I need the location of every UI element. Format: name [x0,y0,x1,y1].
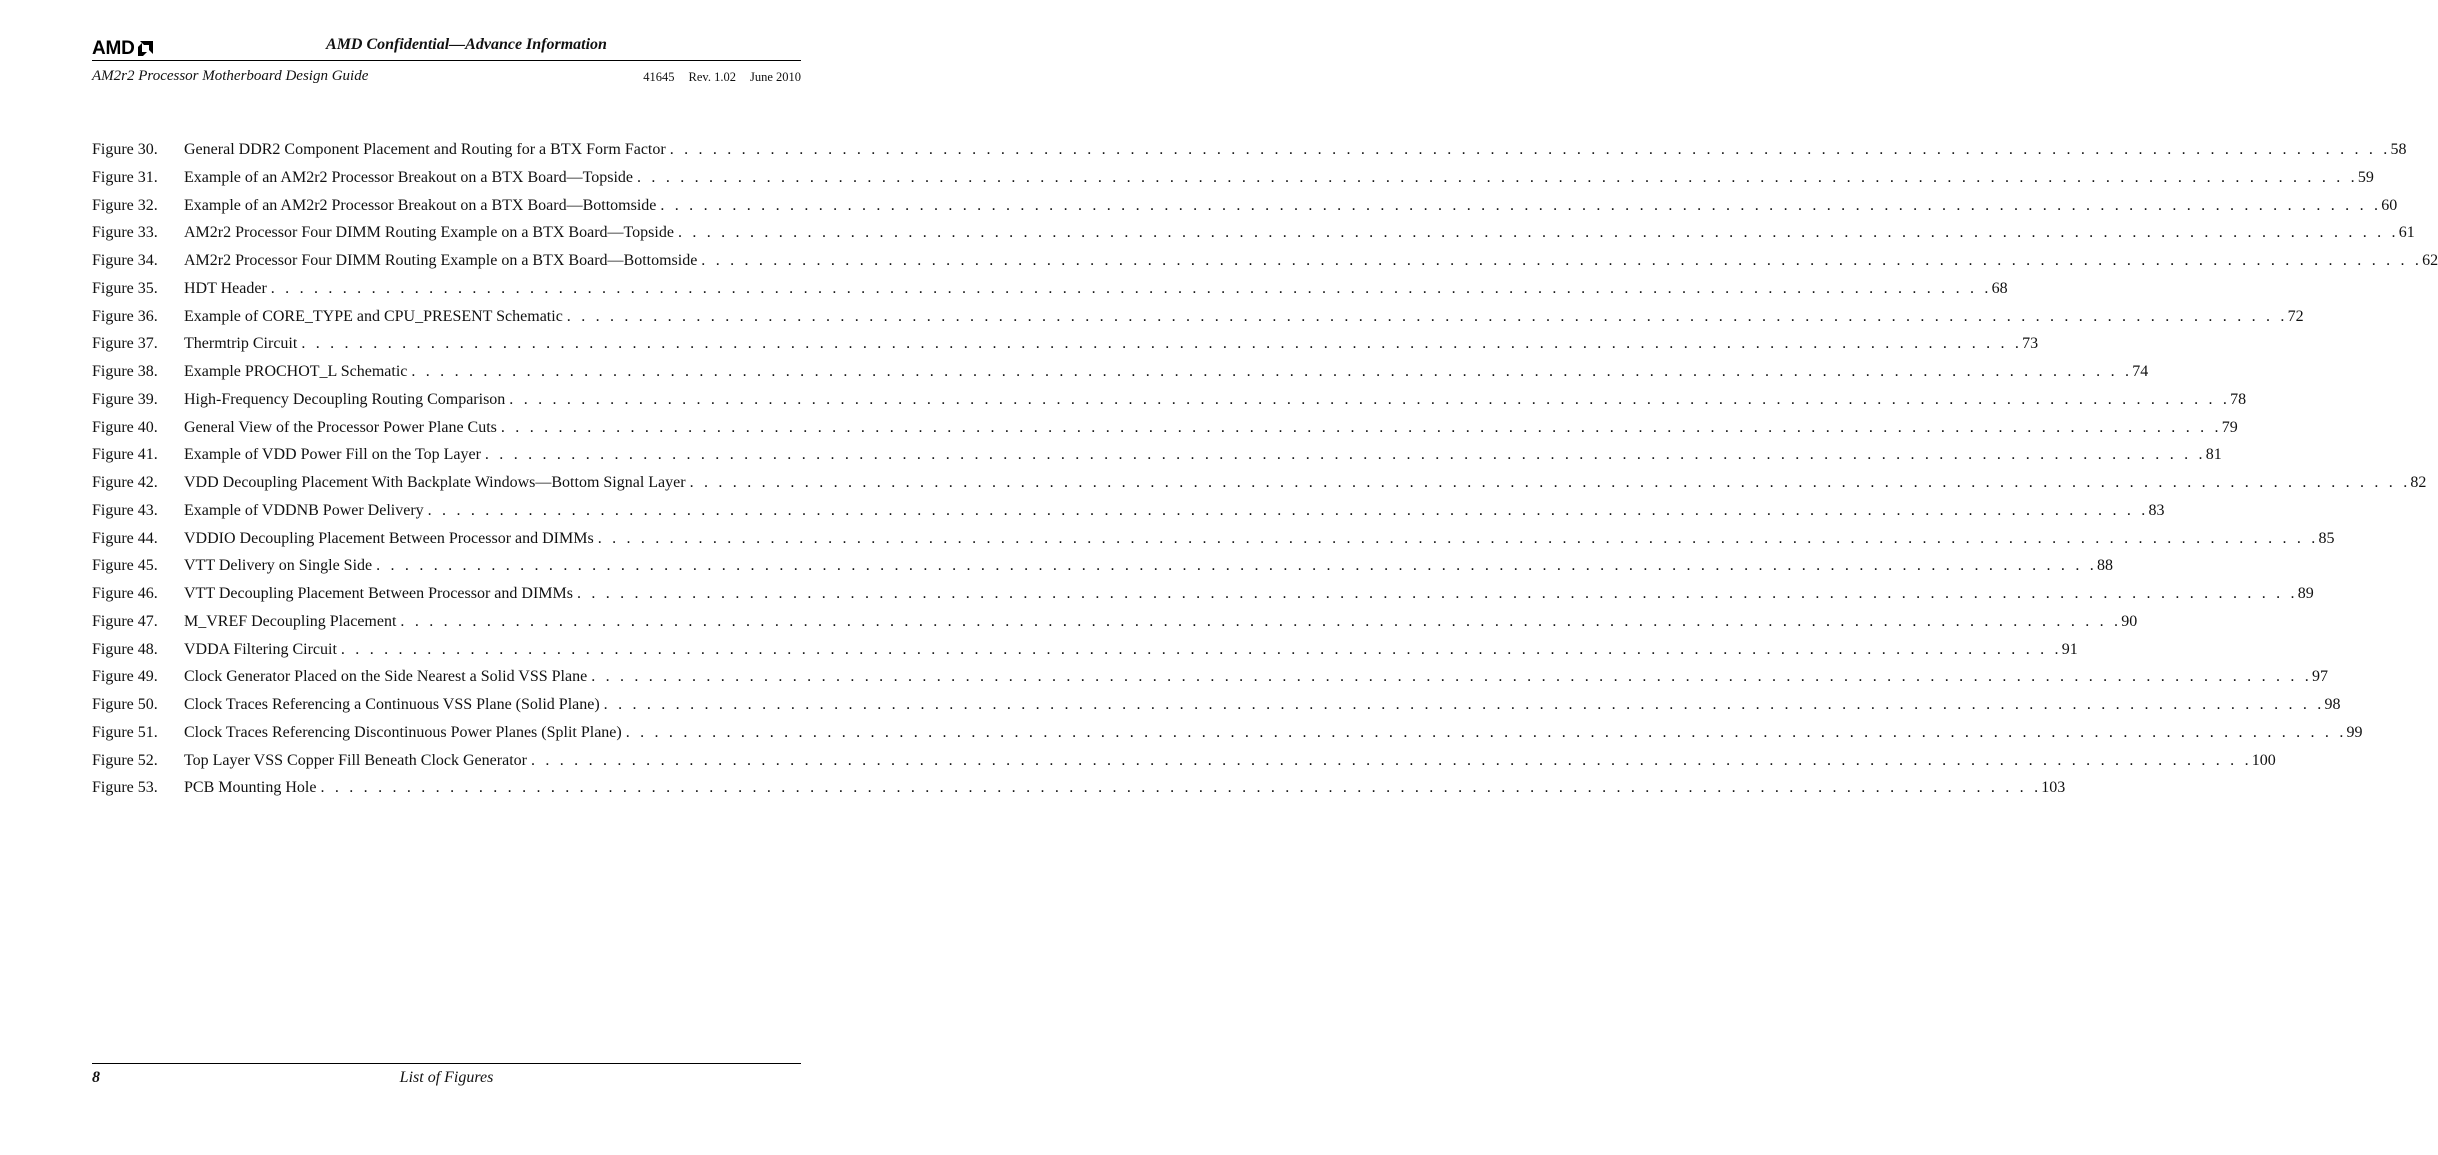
figure-entry[interactable] [92,196,2398,224]
list-of-figures [92,140,2438,806]
figure-entry[interactable] [92,334,2039,362]
dot-leader: . . . . . . . . . . . . . . . . . . . . . . . . . . . . . . . . . . . . . . . . . . . . . . . . . . . . . . . . . . . . . . . . . . . . . . . . . . . . . . . . . . . . . . . . . . . . . . . . . . . . . . . . . . . . . . . . . . . . . . . . [427,501,2149,519]
figure-entry[interactable] [92,473,2427,501]
figure-title: VDD Decoupling Placement With Backplate Windows—Bottom Signal Layer [184,474,686,491]
section-title: List of Figures [399,1069,494,1086]
figure-title: VTT Delivery on Single Side [184,557,373,575]
document-number: 41645 [643,70,675,84]
figure-entry[interactable] [92,223,2415,251]
figure-page-number: 79 [2221,418,2238,436]
figure-title: M_VREF Decoupling Placement [184,612,397,630]
confidential-notice: AMD Confidential—Advance Information [326,36,607,53]
figure-page-number: 99 [2346,723,2363,741]
figure-page-number: 74 [2132,363,2149,380]
figure-title: High-Frequency Decoupling Routing Comparison [184,390,506,408]
dot-leader: . . . . . . . . . . . . . . . . . . . . . . . . . . . . . . . . . . . . . . . . . . . . . . . . . . . . . . . . . . . . . . . . . . . . . . . . . . . . . . . . . . . . . . . . . . . . . . . . . . . . . . . . . . . . . . . . . . . . . . . . [669,141,2391,158]
figure-title: Example of VDD Power Fill on the Top Layer [184,446,481,464]
figure-entry[interactable] [92,279,2008,307]
figure-title: Clock Traces Referencing a Continuous VSS Plane (Solid Plane) [184,696,600,713]
figure-number: Figure 37. [92,335,158,353]
figure-entry[interactable] [92,445,2222,473]
figure-number: Figure 47. [92,612,158,630]
figure-number: Figure 42. [92,474,158,491]
figure-title: Example of an AM2r2 Processor Breakout on a BTX Board—Topside [184,168,634,186]
figure-number: Figure 35. [92,279,158,297]
figure-entry[interactable] [92,695,2341,723]
figure-page-number: 81 [2205,446,2222,464]
figure-title: PCB Mounting Hole [184,779,317,797]
figure-title: VTT Decoupling Placement Between Processor and DIMMs [184,585,573,602]
figure-title: General DDR2 Component Placement and Routing for a BTX Form Factor [184,141,666,158]
figure-number: Figure 39. [92,390,158,408]
figure-entry[interactable] [92,640,2078,668]
dot-leader: . . . . . . . . . . . . . . . . . . . . . . . . . . . . . . . . . . . . . . . . . . . . . . . . . . . . . . . . . . . . . . . . . . . . . . . . . . . . . . . . . . . . . . . . . . . . . . . . . . . . . . . . . . . . . . . . . . . . . . . . [500,418,2222,436]
dot-leader: . . . . . . . . . . . . . . . . . . . . . . . . . . . . . . . . . . . . . . . . . . . . . . . . . . . . . . . . . . . . . . . . . . . . . . . . . . . . . . . . . . . . . . . . . . . . . . . . . . . . . . . . . . . . . . . . . . . . . . . . [701,252,2423,269]
figure-page-number: 59 [2357,168,2374,186]
figure-title: Top Layer VSS Copper Fill Beneath Clock Generator [184,751,527,769]
figure-number: Figure 38. [92,363,158,380]
figure-number: Figure 32. [92,196,158,214]
figure-title: Example of an AM2r2 Processor Breakout on a BTX Board—Bottomside [184,196,657,214]
figure-page-number: 73 [2022,335,2039,353]
figure-title: VDDA Filtering Circuit [184,640,337,658]
document-revision: Rev. 1.02 [688,70,736,84]
dot-leader: . . . . . . . . . . . . . . . . . . . . . . . . . . . . . . . . . . . . . . . . . . . . . . . . . . . . . . . . . . . . . . . . . . . . . . . . . . . . . . . . . . . . . . . . . . . . . . . . . . . . . . . . . . . . . . . . . . . . . . . . [597,529,2319,547]
figure-number: Figure 49. [92,668,158,686]
figure-title: Example of VDDNB Power Delivery [184,501,424,519]
dot-leader: . . . . . . . . . . . . . . . . . . . . . . . . . . . . . . . . . . . . . . . . . . . . . . . . . . . . . . . . . . . . . . . . . . . . . . . . . . . . . . . . . . . . . . . . . . . . . . . . . . . . . . . . . . . . . . . . . . . . . . . . [376,557,2097,575]
figure-number: Figure 50. [92,696,158,713]
figure-title: Thermtrip Circuit [184,335,298,353]
dot-leader: . . . . . . . . . . . . . . . . . . . . . . . . . . . . . . . . . . . . . . . . . . . . . . . . . . . . . . . . . . . . . . . . . . . . . . . . . . . . . . . . . . . . . . . . . . . . . . . . . . . . . . . . . . . . . . . . . . . . . . . . [530,751,2252,769]
figure-entry[interactable] [92,723,2363,751]
dot-leader: . . . . . . . . . . . . . . . . . . . . . . . . . . . . . . . . . . . . . . . . . . . . . . . . . . . . . . . . . . . . . . . . . . . . . . . . . . . . . . . . . . . . . . . . . . . . . . . . . . . . . . . . . . . . . . . . . . . . . . . . [411,363,2133,380]
figure-title: VDDIO Decoupling Placement Between Processor and DIMMs [184,529,594,547]
figure-entry[interactable] [92,168,2374,196]
figure-number: Figure 31. [92,168,158,186]
figure-page-number: 88 [2096,557,2113,575]
figure-number: Figure 45. [92,557,158,575]
figure-entry[interactable] [92,390,2247,418]
footer-divider [92,1063,801,1064]
figure-page-number: 103 [2041,779,2066,797]
figure-title: Example PROCHOT_L Schematic [184,363,408,380]
dot-leader: . . . . . . . . . . . . . . . . . . . . . . . . . . . . . . . . . . . . . . . . . . . . . . . . . . . . . . . . . . . . . . . . . . . . . . . . . . . . . . . . . . . . . . . . . . . . . . . . . . . . . . . . . . . . . . . . . . . . . . . . [625,723,2347,741]
figure-number: Figure 46. [92,585,158,602]
figure-page-number: 60 [2381,196,2398,214]
figure-entry[interactable] [92,612,2138,640]
figure-number: Figure 30. [92,141,158,158]
dot-leader: . . . . . . . . . . . . . . . . . . . . . . . . . . . . . . . . . . . . . . . . . . . . . . . . . . . . . . . . . . . . . . . . . . . . . . . . . . . . . . . . . . . . . . . . . . . . . . . . . . . . . . . . . . . . . . . . . . . . . . . . [301,335,2023,353]
dot-leader: . . . . . . . . . . . . . . . . . . . . . . . . . . . . . . . . . . . . . . . . . . . . . . . . . . . . . . . . . . . . . . . . . . . . . . . . . . . . . . . . . . . . . . . . . . . . . . . . . . . . . . . . . . . . . . . . . . . . . . . . [576,585,2298,602]
figure-page-number: 91 [2061,640,2078,658]
document-date: June 2010 [749,70,801,84]
header-divider [92,60,801,61]
page-number: 8 [92,1069,100,1086]
figure-title: AM2r2 Processor Four DIMM Routing Example on a BTX Board—Bottomside [184,252,698,269]
figure-number: Figure 36. [92,307,158,325]
figure-title: Clock Generator Placed on the Side Nearest a Solid VSS Plane [184,668,588,686]
figure-number: Figure 44. [92,529,158,547]
figure-page-number: 82 [2410,474,2427,491]
figure-page-number: 78 [2230,390,2247,408]
figure-title: Example of CORE_TYPE and CPU_PRESENT Schematic [184,307,563,325]
figure-entry[interactable] [92,418,2238,446]
figure-number: Figure 48. [92,640,158,658]
figure-page-number: 61 [2398,224,2415,242]
figure-entry[interactable] [92,778,2066,806]
dot-leader: . . . . . . . . . . . . . . . . . . . . . . . . . . . . . . . . . . . . . . . . . . . . . . . . . . . . . . . . . . . . . . . . . . . . . . . . . . . . . . . . . . . . . . . . . . . . . . . . . . . . . . . . . . . . . . . . . . . . . . . . [677,224,2399,242]
figure-number: Figure 52. [92,751,158,769]
figure-entry[interactable] [92,556,2113,584]
figure-page-number: 62 [2422,252,2438,269]
dot-leader: . . . . . . . . . . . . . . . . . . . . . . . . . . . . . . . . . . . . . . . . . . . . . . . . . . . . . . . . . . . . . . . . . . . . . . . . . . . . . . . . . . . . . . . . . . . . . . . . . . . . . . . . . . . . . . . . . . . . . . . . [566,307,2288,325]
figure-page-number: 89 [2297,585,2314,602]
dot-leader: . . . . . . . . . . . . . . . . . . . . . . . . . . . . . . . . . . . . . . . . . . . . . . . . . . . . . . . . . . . . . . . . . . . . . . . . . . . . . . . . . . . . . . . . . . . . . . . . . . . . . . . . . . . . . . . . . . . . . . . . [400,612,2122,630]
figure-page-number: 83 [2148,501,2165,519]
figure-title: HDT Header [184,279,267,297]
figure-page-number: 72 [2287,307,2304,325]
figure-page-number: 97 [2312,668,2328,686]
dot-leader: . . . . . . . . . . . . . . . . . . . . . . . . . . . . . . . . . . . . . . . . . . . . . . . . . . . . . . . . . . . . . . . . . . . . . . . . . . . . . . . . . . . . . . . . . . . . . . . . . . . . . . . . . . . . . . . . . . . . . . . . [689,474,2411,491]
document-title: AM2r2 Processor Motherboard Design Guide [92,68,369,84]
dot-leader: . . . . . . . . . . . . . . . . . . . . . . . . . . . . . . . . . . . . . . . . . . . . . . . . . . . . . . . . . . . . . . . . . . . . . . . . . . . . . . . . . . . . . . . . . . . . . . . . . . . . . . . . . . . . . . . . . . . . . . . . [637,168,2358,186]
figure-page-number: 58 [2390,141,2407,158]
figure-entry[interactable] [92,529,2335,557]
figure-title: General View of the Processor Power Plane Cuts [184,418,497,436]
figure-entry[interactable] [92,667,2328,695]
figure-page-number: 68 [1991,279,2008,297]
figure-number: Figure 34. [92,252,158,269]
figure-page-number: 90 [2121,612,2138,630]
document-meta [643,70,801,85]
figure-entry[interactable] [92,362,2149,390]
dot-leader: . . . . . . . . . . . . . . . . . . . . . . . . . . . . . . . . . . . . . . . . . . . . . . . . . . . . . . . . . . . . . . . . . . . . . . . . . . . . . . . . . . . . . . . . . . . . . . . . . . . . . . . . . . . . . . . . . . . . . . . . [660,196,2382,214]
figure-entry[interactable] [92,251,2438,279]
dot-leader: . . . . . . . . . . . . . . . . . . . . . . . . . . . . . . . . . . . . . . . . . . . . . . . . . . . . . . . . . . . . . . . . . . . . . . . . . . . . . . . . . . . . . . . . . . . . . . . . . . . . . . . . . . . . . . . . . . . . . . . . [509,390,2231,408]
dot-leader: . . . . . . . . . . . . . . . . . . . . . . . . . . . . . . . . . . . . . . . . . . . . . . . . . . . . . . . . . . . . . . . . . . . . . . . . . . . . . . . . . . . . . . . . . . . . . . . . . . . . . . . . . . . . . . . . . . . . . . . . [603,696,2325,713]
figure-number: Figure 53. [92,779,158,797]
figure-entry[interactable] [92,307,2304,335]
figure-number: Figure 51. [92,723,158,741]
figure-title: AM2r2 Processor Four DIMM Routing Example on a BTX Board—Topside [184,224,674,242]
figure-page-number: 85 [2318,529,2335,547]
dot-leader: . . . . . . . . . . . . . . . . . . . . . . . . . . . . . . . . . . . . . . . . . . . . . . . . . . . . . . . . . . . . . . . . . . . . . . . . . . . . . . . . . . . . . . . . . . . . . . . . . . . . . . . . . . . . . . . . . . . . . . . . [340,640,2062,658]
figure-page-number: 100 [2251,751,2276,769]
dot-leader: . . . . . . . . . . . . . . . . . . . . . . . . . . . . . . . . . . . . . . . . . . . . . . . . . . . . . . . . . . . . . . . . . . . . . . . . . . . . . . . . . . . . . . . . . . . . . . . . . . . . . . . . . . . . . . . . . . . . . . . . [320,779,2042,797]
figure-title: Clock Traces Referencing Discontinuous Power Planes (Split Plane) [184,723,622,741]
dot-leader: . . . . . . . . . . . . . . . . . . . . . . . . . . . . . . . . . . . . . . . . . . . . . . . . . . . . . . . . . . . . . . . . . . . . . . . . . . . . . . . . . . . . . . . . . . . . . . . . . . . . . . . . . . . . . . . . . . . . . . . . [484,446,2206,464]
figure-entry[interactable] [92,751,2276,779]
dot-leader: . . . . . . . . . . . . . . . . . . . . . . . . . . . . . . . . . . . . . . . . . . . . . . . . . . . . . . . . . . . . . . . . . . . . . . . . . . . . . . . . . . . . . . . . . . . . . . . . . . . . . . . . . . . . . . . . . . . . . . . . [270,279,1992,297]
figure-number: Figure 40. [92,418,158,436]
logo-text: AMD [92,37,135,59]
dot-leader: . . . . . . . . . . . . . . . . . . . . . . . . . . . . . . . . . . . . . . . . . . . . . . . . . . . . . . . . . . . . . . . . . . . . . . . . . . . . . . . . . . . . . . . . . . . . . . . . . . . . . . . . . . . . . . . . . . . . . . . . [591,668,2312,686]
figure-number: Figure 41. [92,446,158,464]
figure-number: Figure 43. [92,501,158,519]
figure-entry[interactable] [92,584,2314,612]
figure-page-number: 98 [2324,696,2341,713]
figure-number: Figure 33. [92,224,158,242]
figure-entry[interactable] [92,501,2165,529]
figure-entry[interactable] [92,140,2407,168]
